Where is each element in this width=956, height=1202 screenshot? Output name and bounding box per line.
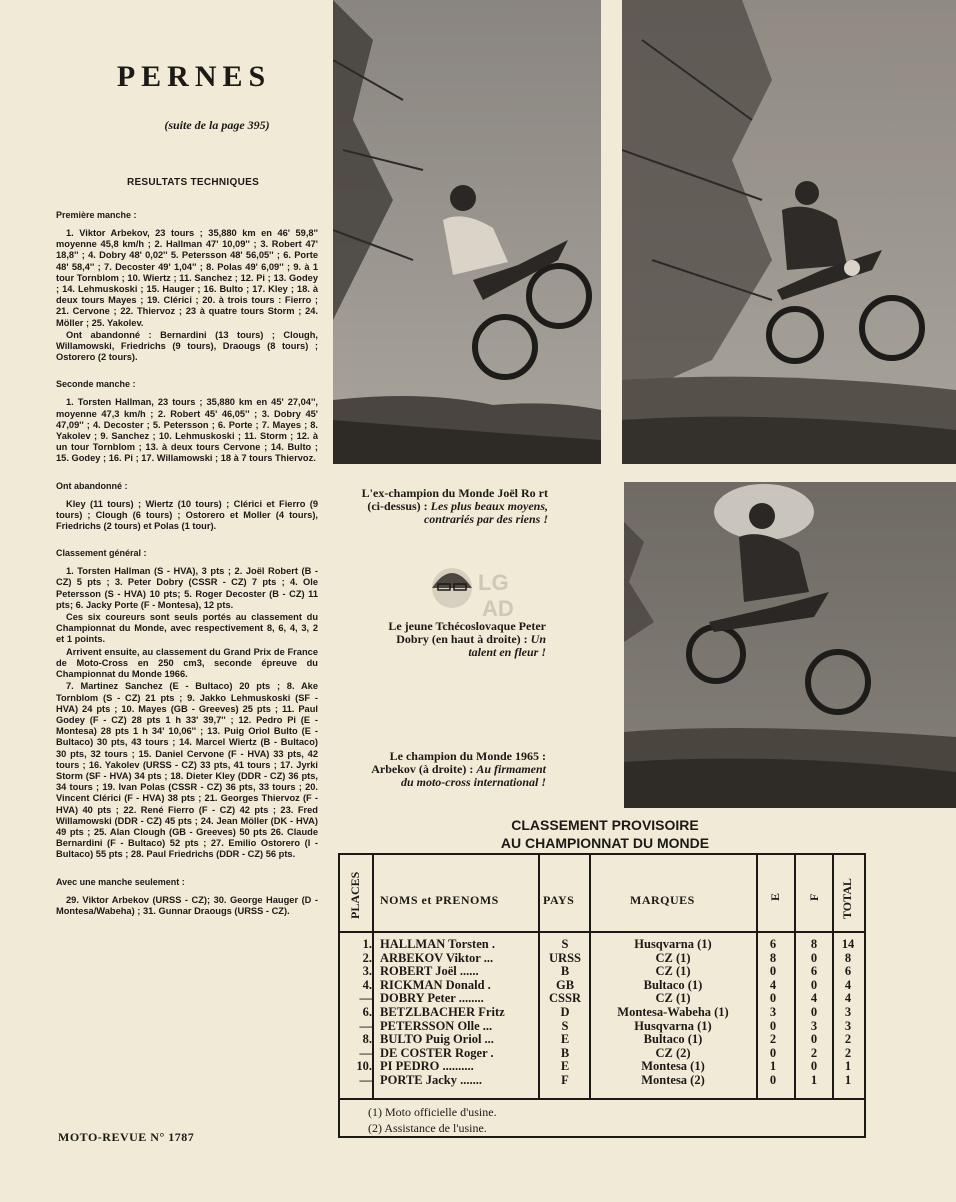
caption-peter-dobry-text: Le jeune Tchécoslovaque Peter Dobry (en haut à droite) :: [388, 619, 546, 646]
header-brands: MARQUES: [630, 893, 695, 907]
cell-e: 3: [769, 1005, 777, 1019]
cell-f: 0: [810, 950, 818, 965]
cell-country: GB: [555, 977, 575, 992]
cell-name: PORTE Jacky .......: [380, 1074, 482, 1087]
cell-f: 1: [810, 1073, 818, 1087]
results-article: [56, 60, 318, 918]
header-e: E: [768, 892, 782, 901]
cell-f: 3: [810, 1018, 818, 1033]
cell-brand: Bultaco (1): [643, 977, 703, 992]
caption-peter-dobry-italic: Un talent en fleur !: [468, 632, 546, 659]
cell-f: 4: [810, 991, 818, 1006]
caption-arbekov-italic: Au firmament du moto-cross international !: [400, 762, 546, 789]
standings-title-line2: AU CHAMPIONNAT DU MONDE: [500, 835, 710, 851]
cell-brand: Montesa (1): [641, 1059, 705, 1074]
cell-place: —: [359, 1073, 372, 1087]
table-row: [340, 1006, 864, 1020]
cell-f: 0: [810, 977, 818, 992]
cell-country: S: [561, 1018, 569, 1033]
cell-place: —: [359, 1045, 372, 1060]
note-2: (2) Assistance de l'usine.: [368, 1121, 487, 1135]
cell-total: 4: [844, 977, 852, 992]
cell-country: E: [560, 1032, 570, 1047]
section-heading-abandons: Ont abandonné :: [56, 480, 128, 491]
table-row: [340, 1020, 864, 1034]
cell-place: 10.: [356, 1059, 372, 1074]
first-heat-abandons: Ont abandonné : Bernardini (13 tours) ; Clough, Willamowski, Friedrichs (9 tours), Draougs (8 tours) ; Ostorero (2 tours).: [56, 329, 318, 363]
cell-brand: Husqvarna (1): [634, 1018, 712, 1033]
cell-place: 1.: [362, 937, 372, 951]
cell-place: —: [359, 1018, 372, 1033]
section-heading-general: Classement général :: [56, 548, 147, 559]
section-heading-one-heat: Avec une manche seulement :: [56, 876, 185, 887]
cell-country: D: [560, 1005, 570, 1019]
notes-divider: [340, 1098, 864, 1100]
photo-peter-dobry-jump: [622, 0, 956, 464]
caption-joel-robert-italic: Les plus beaux moyens, contrariés par des riens !: [423, 499, 548, 526]
cell-e: 0: [769, 1018, 777, 1033]
header-total: TOTAL: [840, 878, 854, 919]
cell-country: S: [561, 937, 569, 951]
cell-total: 2: [844, 1045, 852, 1060]
cell-country: B: [560, 964, 570, 979]
standings-table: [338, 853, 866, 1138]
cell-total: 1: [844, 1073, 852, 1087]
article-subtitle: (suite de la page 395): [164, 118, 270, 132]
second-heat-results: 1. Torsten Hallman, 23 tours ; 35,880 km en 45' 27,04'', moyenne 47,3 km/h ; 2. Robert 45' 46,05'' ; 3. Dobry 45' 47,09'' ; 4. Decoster ; 5. Petersson ; 6. Porte ; 7. Mayes ; 8. Yakolev ; 9. Sanchez ; 10. Lehmuskoski ; 11. Storm ; 12. à un tour Tornblom ; 13. à deux tours Cervone ; 14. Bulto ; 15. Godey ; 16. Pi ; 17. Willamowski ; 18 à 7 tours Thiervoz.: [56, 397, 318, 464]
header-divider: [340, 931, 864, 933]
caption-joel-robert: [350, 487, 548, 526]
table-row: [340, 1047, 864, 1061]
caption-arbekov-text: Le champion du Monde 1965 : Arbekov (à droite) :: [371, 749, 546, 776]
photo-joel-robert-jump: [333, 0, 601, 464]
caption-joel-robert-text: L'ex-champion du Monde Joël Ro rt (ci-dessus) :: [361, 486, 548, 513]
cell-place: 6.: [362, 1005, 372, 1019]
table-row: [340, 952, 864, 966]
table-row: [340, 979, 864, 993]
cell-country: URSS: [549, 950, 581, 965]
cell-name: DE COSTER Roger .: [380, 1046, 494, 1060]
cell-e: 2: [769, 1032, 777, 1047]
cell-total: 8: [844, 950, 852, 965]
cell-brand: Husqvarna (1): [634, 937, 712, 951]
table-row: [340, 1074, 864, 1088]
photo-arbekov-jump: [624, 482, 956, 808]
cell-place: 3.: [362, 964, 372, 979]
first-heat-results: 1. Viktor Arbekov, 23 tours ; 35,880 km en 46' 59,8'' moyenne 45,8 km/h ; 2. Hallman 47' 10,09'' ; 3. Robert 47' 18,8'' ; 4. Dobry 48' 0,02'' 5. Petersson 48' 56,05'' ; 6. Porte 48' 58,4'' ; 7. Decoster 49' 1,04'' ; 8. Polas 49' 6,09'' ; 9. à 1 tour Tornblom ; 10. Wiertz ; 11. Sanchez ; 12. Pi ; 13. Godey ; 14. Lehmuskoski ; 15. Hauger ; 16. Bulto ; 17. Kley ; 18. à deux tours Mayes ; 19. Clérici ; 20. à trois tours : Fierro ; 21. Cervone ; 22. Thiervoz ; 23 à quatre tours Storm ; 24. Möller ; 25. Yakolev.: [56, 228, 318, 328]
one-heat-riders: 29. Viktor Arbekov (URSS - CZ); 30. George Hauger (D - Montesa/Wabeha) ; 31. Gunnar Draougs (URSS - CZ).: [56, 894, 318, 916]
standings-title-line1: CLASSEMENT PROVISOIRE: [511, 817, 699, 833]
header-places: PLACES: [348, 871, 362, 919]
cell-e: 6: [769, 937, 777, 951]
cell-f: 6: [810, 964, 818, 979]
cell-total: 14: [841, 937, 855, 951]
cell-total: 3: [844, 1005, 852, 1019]
watermark-logo: LG: [478, 570, 509, 595]
second-heat-abandons: Kley (11 tours) ; Wiertz (10 tours) ; Clérici et Fierro (9 tours) ; Clough (6 tours) ; Ostorero et Moller (4 tours), Friedrichs (2 tours) et Polas (1 tour).: [56, 498, 318, 532]
cell-brand: CZ (1): [655, 950, 691, 965]
cell-f: 0: [810, 1005, 818, 1019]
cell-name: BULTO Puig Oriol ...: [380, 1033, 494, 1047]
cell-name: ROBERT Joël ......: [380, 965, 479, 979]
cell-f: 2: [810, 1045, 818, 1060]
cell-country: E: [560, 1059, 570, 1074]
cell-country: CSSR: [549, 991, 581, 1006]
table-row: [340, 992, 864, 1006]
cell-name: HALLMAN Torsten .: [380, 938, 495, 951]
cell-e: 4: [769, 977, 777, 992]
cell-total: 4: [844, 991, 852, 1006]
table-row: [340, 1060, 864, 1074]
cell-name: PETERSSON Olle ...: [380, 1019, 493, 1033]
cell-e: 1: [769, 1059, 777, 1074]
cell-country: B: [560, 1045, 570, 1060]
cell-brand: CZ (2): [655, 1045, 691, 1060]
svg-text:AD: AD: [482, 596, 514, 621]
cell-name: PI PEDRO ..........: [380, 1060, 474, 1074]
results-heading: RESULTATS TECHNIQUES: [126, 177, 260, 188]
cell-name: BETZLBACHER Fritz: [380, 1006, 505, 1019]
general-gp-intro: Arrivent ensuite, au classement du Grand Prix de France de Moto-Cross en 250 cm3, seconde épreuve du Championnat du Monde 1966.: [56, 646, 318, 680]
cell-total: 6: [844, 964, 852, 979]
cell-total: 2: [844, 1032, 852, 1047]
cell-e: 0: [769, 991, 777, 1006]
magazine-footer: MOTO-REVUE N° 1787: [58, 1130, 195, 1144]
general-world-points: Ces six coureurs sont seuls portés au classement du Championnat du Monde, avec respectivement 8, 6, 4, 3, 2 et 1 points.: [56, 612, 318, 645]
cell-brand: Montesa-Wabeha (1): [617, 1005, 729, 1019]
section-heading-second-heat: Seconde manche :: [56, 379, 136, 390]
cell-total: 3: [844, 1018, 852, 1033]
cell-brand: Montesa (2): [641, 1073, 705, 1087]
cell-name: ARBEKOV Viktor ...: [380, 951, 494, 965]
table-row: [340, 1033, 864, 1047]
cell-brand: CZ (1): [655, 964, 691, 979]
standings-title: [420, 816, 790, 852]
cell-place: —: [359, 991, 372, 1006]
cell-name: RICKMAN Donald .: [380, 978, 491, 992]
cell-name: DOBRY Peter ........: [380, 992, 484, 1006]
header-names: NOMS et PRENOMS: [380, 893, 499, 907]
cell-place: 8.: [362, 1032, 372, 1047]
cell-brand: CZ (1): [655, 991, 691, 1006]
cell-place: 2.: [362, 950, 372, 965]
general-top-six: 1. Torsten Hallman (S - HVA), 3 pts ; 2. Joël Robert (B - CZ) 5 pts ; 3. Peter Dobry (CSSR - CZ) 7 pts ; 4. Ole Petersson (S - HVA) 10 pts; 5. Roger Decoster (B - CZ) 11 pts; 6. Jacky Porte (F - Montesa), 12 pts.: [56, 566, 318, 610]
cell-place: 4.: [362, 977, 372, 992]
section-heading-first-heat: Première manche :: [56, 210, 137, 220]
header-country: PAYS: [543, 893, 575, 907]
article-title: PERNES: [116, 60, 272, 93]
note-1: (1) Moto officielle d'usine.: [368, 1105, 497, 1119]
caption-arbekov: [360, 750, 546, 789]
cell-f: 0: [810, 1032, 818, 1047]
table-row: [340, 965, 864, 979]
caption-peter-dobry: [374, 620, 546, 659]
cell-e: 8: [769, 950, 777, 965]
cell-e: 0: [769, 1045, 777, 1060]
general-remaining-ranking: 7. Martinez Sanchez (E - Bultaco) 20 pts ; 8. Ake Tornblom (S - CZ) 21 pts ; 9. Jakko Lehmuskoski (SF - HVA) 24 pts ; 10. Mayes (GB - Greeves) 25 pts ; 11. Paul Godey (F - CZ) 28 pts 1 h 33' 39,7'' ; 12. Pedro Pi (E - Montesa) 28 pts 1 h 34' 10,06'' ; 13. Puig Oriol Bulto (E - Bultaco) 30 pts, 43 tours ; 14. Marcel Wiertz (B - Bultaco) 30 pts, 32 tours ; 15. Daniel Cervone (F - HVA) 33 pts, 42 tours ; 16. Yakolev (URSS - CZ) 33 pts, 41 tours ; 17. Jyrki Storm (SF - HVA) 34 pts ; 18. Dieter Kley (DDR - CZ) 36 pts, 34 tours ; 19. Ivan Polas (CSSR - CZ) 36 pts, 33 tours ; 20. Vincent Clérici (F - HVA) 38 pts ; 21. Georges Thiervoz (F - HVA) 40 pts ; 22. René Fierro (F - CZ) 42 pts ; 23. Fred Willamowski (DDR - CZ) 45 pts ; 24. Jean Möller (DK - HVA) 49 pts ; 25. Alan Clough (GB - Greeves) 50 pts 26. Claude Bernardini (F - Bultaco) 52 pts ; 27. Emilio Ostorero (I - Bultaco) 55 pts ; 28. Paul Friedrichs (DDR - CZ) 56 pts.: [56, 681, 318, 860]
portrait-inset: [420, 562, 530, 622]
cell-e: 0: [769, 1073, 777, 1087]
cell-country: F: [561, 1073, 569, 1087]
header-f: F: [807, 893, 821, 901]
cell-total: 1: [844, 1059, 852, 1074]
cell-f: 8: [810, 937, 818, 951]
cell-brand: Bultaco (1): [643, 1032, 703, 1047]
cell-f: 0: [810, 1059, 818, 1074]
cell-e: 0: [769, 964, 777, 979]
table-row: [340, 938, 864, 952]
